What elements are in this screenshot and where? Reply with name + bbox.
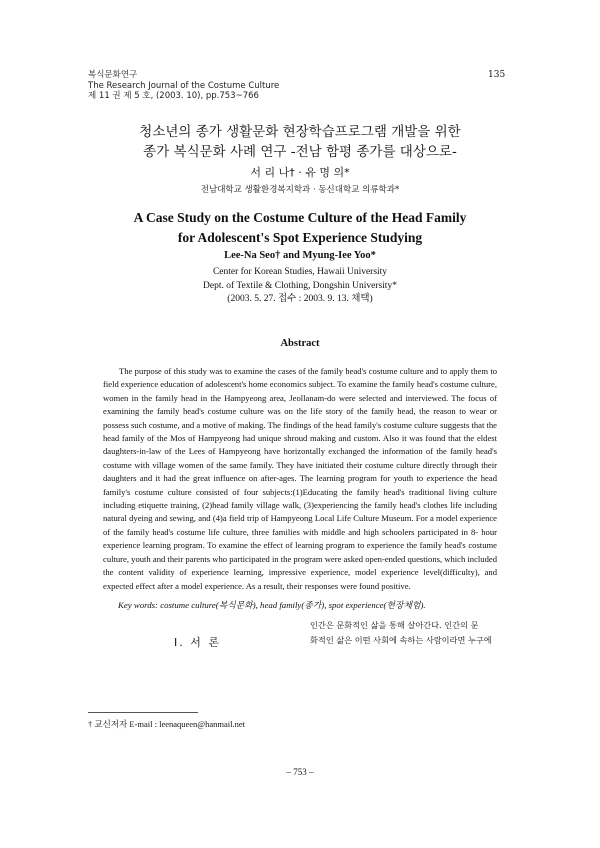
- abstract-heading: Abstract: [280, 338, 320, 349]
- volume-info: 제 11 권 제 5 호, (2003. 10), pp.753~766: [88, 91, 259, 101]
- introduction-line1: 인간은 문화적인 삶을 통해 살아간다. 인간의 문: [310, 620, 479, 630]
- korean-title-line1: 청소년의 종가 생활문화 현장학습프로그램 개발을 위한: [139, 124, 461, 140]
- footnote-divider: [88, 712, 198, 713]
- section-heading-introduction: Ⅰ. 서 론: [174, 636, 221, 649]
- korean-authors: 서 리 나† · 유 명 의*: [250, 166, 350, 179]
- english-affiliation: [0, 266, 600, 307]
- korean-title: [0, 122, 600, 162]
- affiliation-line1: Center for Korean Studies, Hawaii University: [212, 267, 388, 277]
- introduction-line2: 화적인 삶은 이떤 사회에 속하는 사람이라면 누구에: [310, 635, 492, 645]
- abstract-body: The purpose of this study was to examine the cases of the family head's costume culture and to apply them to field experience education of adolescent's home economics subject. To examine the family head's costume culture, women in the family head in the Hampyeong area, Jeollanam-do were selected and interviewed. The focus of examining the family head's costume culture was on the life story of the family head, the reason to wear or possess such costume, and a motive of making. The findings of the head family's costume culture suggests that the head family of the Mos of Hampyeong had unique shroud making and custom. Also it was found that the eldest daughters-in-law of the Lees of Hampyeong have horizontally exchanged the information of the family head's costume with village women of the same family. They have initiated their costume culture directly through their daughters and it had the great influence on after-ages. The learning program for youth to experience the head family's costume culture consisted of four subjects:(1)Educating the family head's traditional living culture including etiquette training, (2)head family village walk, (3)experiencing the family head's clothes life including natural dyeing and sewing, and (4)a field trip of Hampyeong Local Life Culture Museum. For a model experience of the family head's costume life culture, three families with middle and high schoolers participated in 8- hour experience learning program. To examine the effect of learning program to experience the family head's costume culture, youth and their parents who participated in the program were asked open-ended questions, which included the content validity of experience learning, impressive experience, model experience level(difficulty), and expected effect after a model experience. As a result, their responses were found positive.: [103, 366, 497, 591]
- korean-affiliation: 전남대학교 생활환경복지학과 · 동신대학교 의류학과*: [200, 185, 400, 195]
- journal-name-ko: 복식문화연구: [88, 70, 138, 80]
- journal-header: [88, 70, 279, 102]
- korean-title-line2: 종가 복식문화 사례 연구 -전남 함평 종가를 대상으로-: [143, 144, 457, 160]
- journal-name-en: The Research Journal of the Costume Culture: [88, 80, 280, 91]
- english-title-line2: for Adolescent's Spot Experience Studying: [177, 230, 423, 245]
- keywords: Key words: costume culture(복식문화), head family(종가), spot experience(현장체험).: [118, 600, 426, 610]
- english-title-line1: A Case Study on the Costume Culture of the Head Family: [133, 210, 467, 225]
- affiliation-line2: Dept. of Textile & Clothing, Dongshin University*: [203, 280, 397, 291]
- page-number-top: 135: [488, 70, 506, 80]
- corresponding-author-footnote: † 교신저자 E-mail : leenaqueen@hanmail.net: [88, 719, 246, 729]
- received-accepted-dates: (2003. 5. 27. 접수 : 2003. 9. 13. 채택): [227, 294, 373, 304]
- english-authors: Lee-Na Seo† and Myung-Iee Yoo*: [224, 250, 376, 261]
- introduction-text: [310, 618, 502, 648]
- page-number-bottom: – 753 –: [286, 767, 314, 777]
- english-title: [0, 208, 600, 248]
